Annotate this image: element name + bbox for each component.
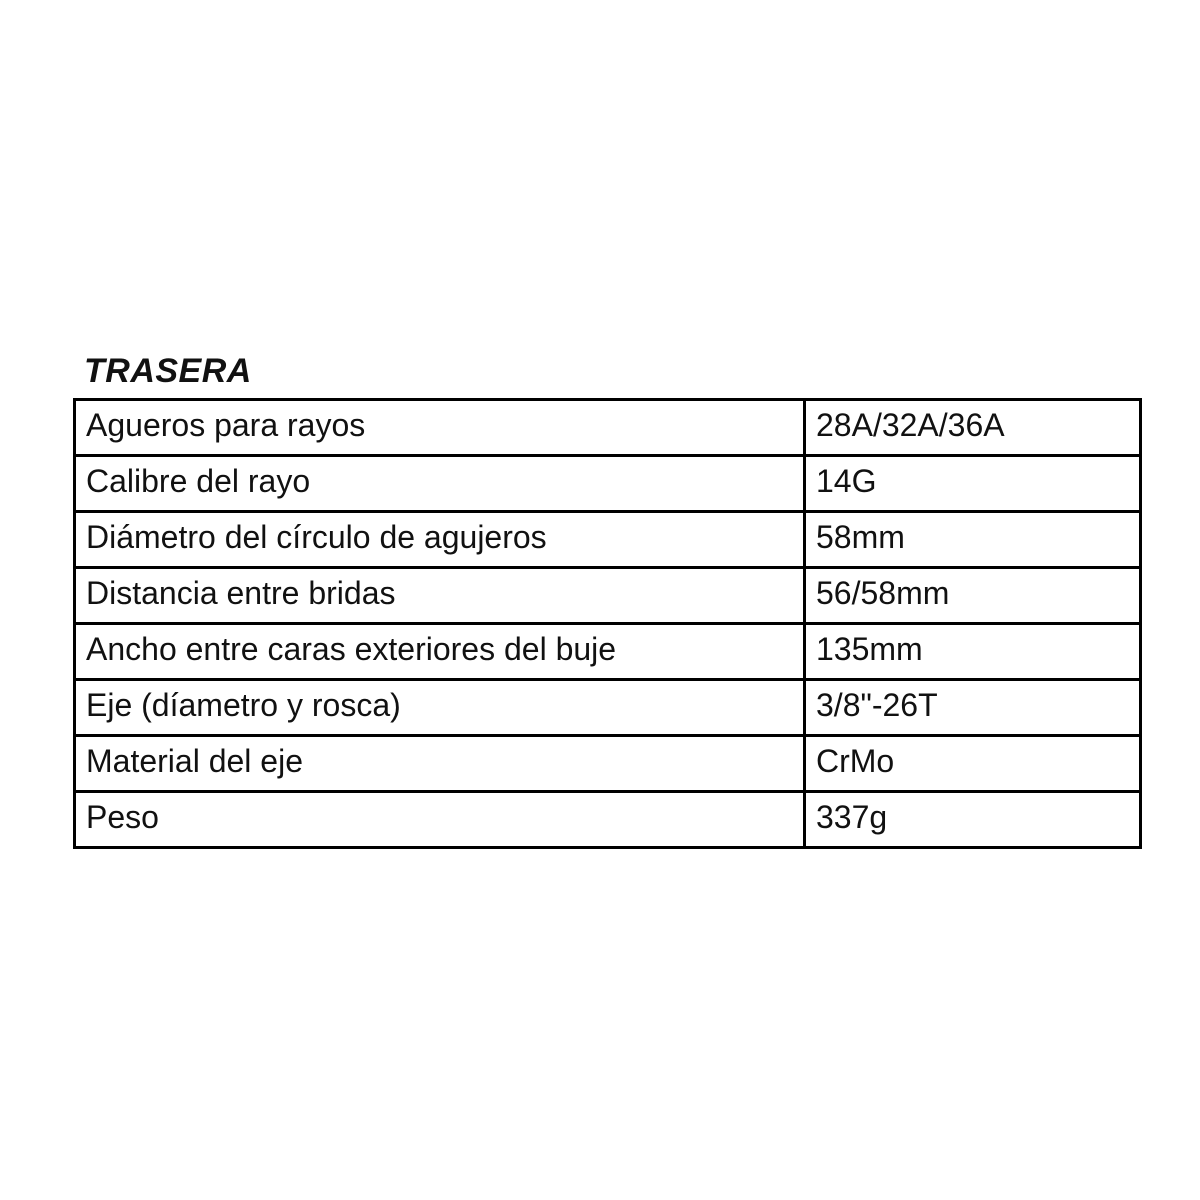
row-value: CrMo	[805, 736, 1141, 792]
row-label: Agueros para rayos	[75, 400, 805, 456]
row-label: Material del eje	[75, 736, 805, 792]
table-row	[75, 512, 1141, 568]
page-title: TRASERA	[84, 352, 252, 390]
table-row	[75, 680, 1141, 736]
table-row	[75, 624, 1141, 680]
row-label: Peso	[75, 792, 805, 848]
table-row	[75, 736, 1141, 792]
row-label: Diámetro del círculo de agujeros	[75, 512, 805, 568]
row-value: 56/58mm	[805, 568, 1141, 624]
row-value: 14G	[805, 456, 1141, 512]
row-label: Eje (díametro y rosca)	[75, 680, 805, 736]
table-row	[75, 400, 1141, 456]
row-label: Distancia entre bridas	[75, 568, 805, 624]
row-value: 28A/32A/36A	[805, 400, 1141, 456]
row-label: Calibre del rayo	[75, 456, 805, 512]
row-value: 58mm	[805, 512, 1141, 568]
row-label: Ancho entre caras exteriores del buje	[75, 624, 805, 680]
row-value: 3/8"-26T	[805, 680, 1141, 736]
spec-table	[73, 398, 1142, 849]
row-value: 135mm	[805, 624, 1141, 680]
table-row	[75, 792, 1141, 848]
row-value: 337g	[805, 792, 1141, 848]
table-row	[75, 568, 1141, 624]
table-row	[75, 456, 1141, 512]
